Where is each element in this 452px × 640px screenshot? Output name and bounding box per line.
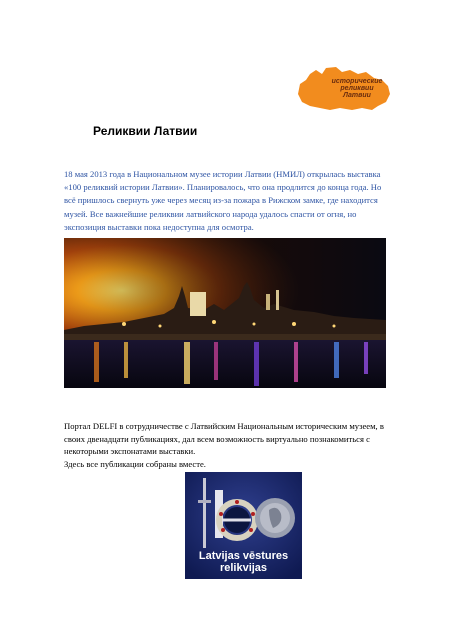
body-text	[64, 420, 404, 470]
logo-text-line-1: исторические	[331, 78, 383, 85]
riga-castle-fire-photo	[64, 238, 386, 388]
historic-relics-logo	[296, 64, 392, 114]
logo-text-line-2: реликвии	[340, 85, 374, 92]
body-paragraph-1: Портал DELFI в сотрудничестве с Латвийским Национальным историческим музеем, в своих двенадцати публикациях, дал всем возможность виртуально познакомиться с некоторыми экспонатами выставки.	[64, 421, 384, 457]
latvian-relics-badge[interactable]	[185, 472, 302, 579]
badge-title-line-1: Latvijas vēstures	[198, 550, 289, 562]
page-title: Реликвии Латвии	[93, 124, 198, 138]
logo-text-line-3: Латвии	[343, 92, 371, 99]
badge-title-line-2: relikvijas	[219, 562, 268, 574]
body-paragraph-2: Здесь все публикации собраны вместе.	[64, 458, 206, 469]
intro-paragraph: 18 мая 2013 года в Национальном музее истории Латвии (НМИЛ) открылась выставка «100 реликвий истории Латвии». Планировалось, что она продлится до конца года. Но всё пришлось свернуть уже через месяц из-за пожара в Рижском замке, где находится музей. Все важнейшие реликвии латвийского народа удалось спасти от огня, но экспозиция выставки пока недоступна для осмотра.	[64, 169, 382, 232]
